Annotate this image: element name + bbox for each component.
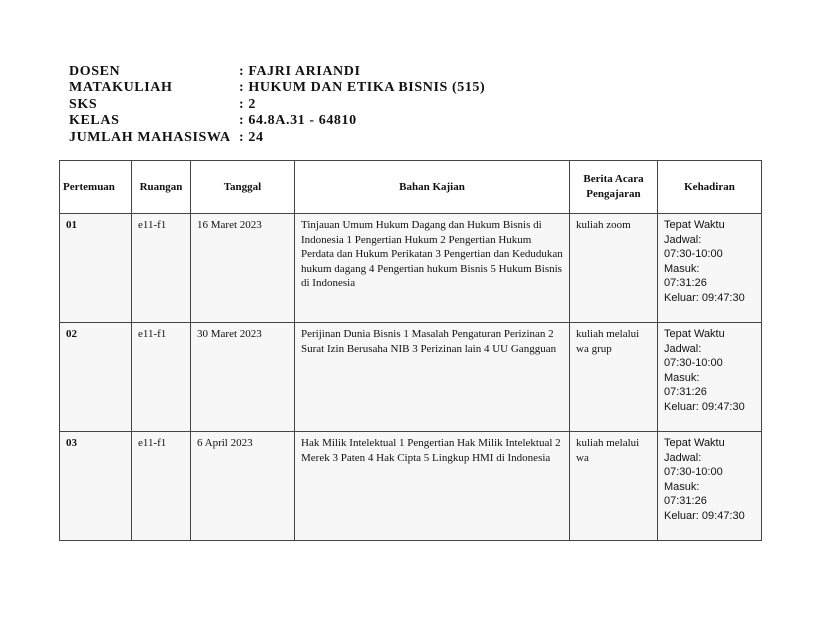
info-value: : 2 [239, 96, 256, 112]
info-label: KELAS [69, 113, 120, 129]
cell-bahan-kajian: Perijinan Dunia Bisnis 1 Masalah Pengaturan Perizinan 2 Surat Izin Berusaha NIB 3 Perizinan lain 4 UU Gangguan [295, 323, 570, 432]
info-label: MATAKULIAH [69, 80, 173, 96]
kehadiran-masuk-label: Masuk: [664, 262, 700, 275]
info-label: JUMLAH MAHASISWA [69, 129, 231, 145]
info-value: : 64.8A.31 - 64810 [239, 113, 357, 129]
cell-pertemuan: 01 [60, 214, 132, 323]
info-label: SKS [69, 96, 98, 112]
attendance-table [59, 160, 762, 541]
cell-berita-acara: kuliah melalui wa grup [570, 323, 658, 432]
kehadiran-jadwal: 07:30-10:00 [664, 466, 723, 479]
cell-pertemuan: 02 [60, 323, 132, 432]
info-row-sks [69, 97, 485, 113]
kehadiran-status: Tepat Waktu [664, 437, 725, 449]
cell-ruangan: e11-f1 [132, 214, 191, 323]
cell-berita-acara: kuliah melalui wa [570, 432, 658, 541]
kehadiran-jadwal-label: Jadwal: [664, 342, 702, 355]
kehadiran-status: Tepat Waktu [664, 219, 725, 231]
kehadiran-keluar: Keluar: 09:47:30 [664, 509, 745, 522]
table-header-row [60, 161, 762, 214]
header-ruangan: Ruangan [132, 161, 191, 214]
table-row [60, 323, 762, 432]
kehadiran-masuk: 07:31:26 [664, 277, 707, 290]
header-berita-acara: Berita Acara Pengajaran [570, 161, 658, 214]
header-bahan-kajian: Bahan Kajian [295, 161, 570, 214]
kehadiran-keluar: Keluar: 09:47:30 [664, 291, 745, 304]
info-row-matakuliah [69, 80, 485, 96]
header-tanggal: Tanggal [191, 161, 295, 214]
kehadiran-keluar: Keluar: 09:47:30 [664, 400, 745, 413]
cell-kehadiran [658, 214, 762, 323]
cell-berita-acara: kuliah zoom [570, 214, 658, 323]
cell-kehadiran [658, 323, 762, 432]
course-info [69, 64, 485, 146]
info-label: DOSEN [69, 64, 121, 79]
kehadiran-masuk: 07:31:26 [664, 386, 707, 399]
table-row [60, 432, 762, 541]
kehadiran-masuk: 07:31:26 [664, 495, 707, 508]
cell-tanggal: 16 Maret 2023 [191, 214, 295, 323]
cell-ruangan: e11-f1 [132, 323, 191, 432]
kehadiran-jadwal-label: Jadwal: [664, 233, 702, 246]
table-row [60, 214, 762, 323]
kehadiran-masuk-label: Masuk: [664, 371, 700, 384]
cell-ruangan: e11-f1 [132, 432, 191, 541]
info-value: : HUKUM DAN ETIKA BISNIS (515) [239, 80, 486, 96]
info-row-dosen [69, 64, 485, 80]
cell-pertemuan: 03 [60, 432, 132, 541]
cell-bahan-kajian: Tinjauan Umum Hukum Dagang dan Hukum Bisnis di Indonesia 1 Pengertian Hukum 2 Pengertian Hukum Perdata dan Hukum Perikatan 3 Pengertian dan Kedudukan hukum dagang 4 Pengertian hukum Bisnis 5 Hukum Bisnis di Indonesia [295, 214, 570, 323]
kehadiran-jadwal-label: Jadwal: [664, 451, 702, 464]
cell-tanggal: 6 April 2023 [191, 432, 295, 541]
header-pertemuan: Pertemuan [60, 161, 132, 214]
kehadiran-status: Tepat Waktu [664, 328, 725, 340]
info-row-kelas [69, 113, 485, 129]
kehadiran-jadwal: 07:30-10:00 [664, 248, 723, 261]
cell-kehadiran [658, 432, 762, 541]
info-row-jumlah-mahasiswa [69, 130, 485, 146]
kehadiran-jadwal: 07:30-10:00 [664, 357, 723, 370]
info-value: : 24 [239, 129, 264, 145]
info-value: : FAJRI ARIANDI [239, 64, 361, 79]
header-kehadiran: Kehadiran [658, 161, 762, 214]
kehadiran-masuk-label: Masuk: [664, 480, 700, 493]
cell-bahan-kajian: Hak Milik Intelektual 1 Pengertian Hak Milik Intelektual 2 Merek 3 Paten 4 Hak Cipta 5 Lingkup HMI di Indonesia [295, 432, 570, 541]
cell-tanggal: 30 Maret 2023 [191, 323, 295, 432]
